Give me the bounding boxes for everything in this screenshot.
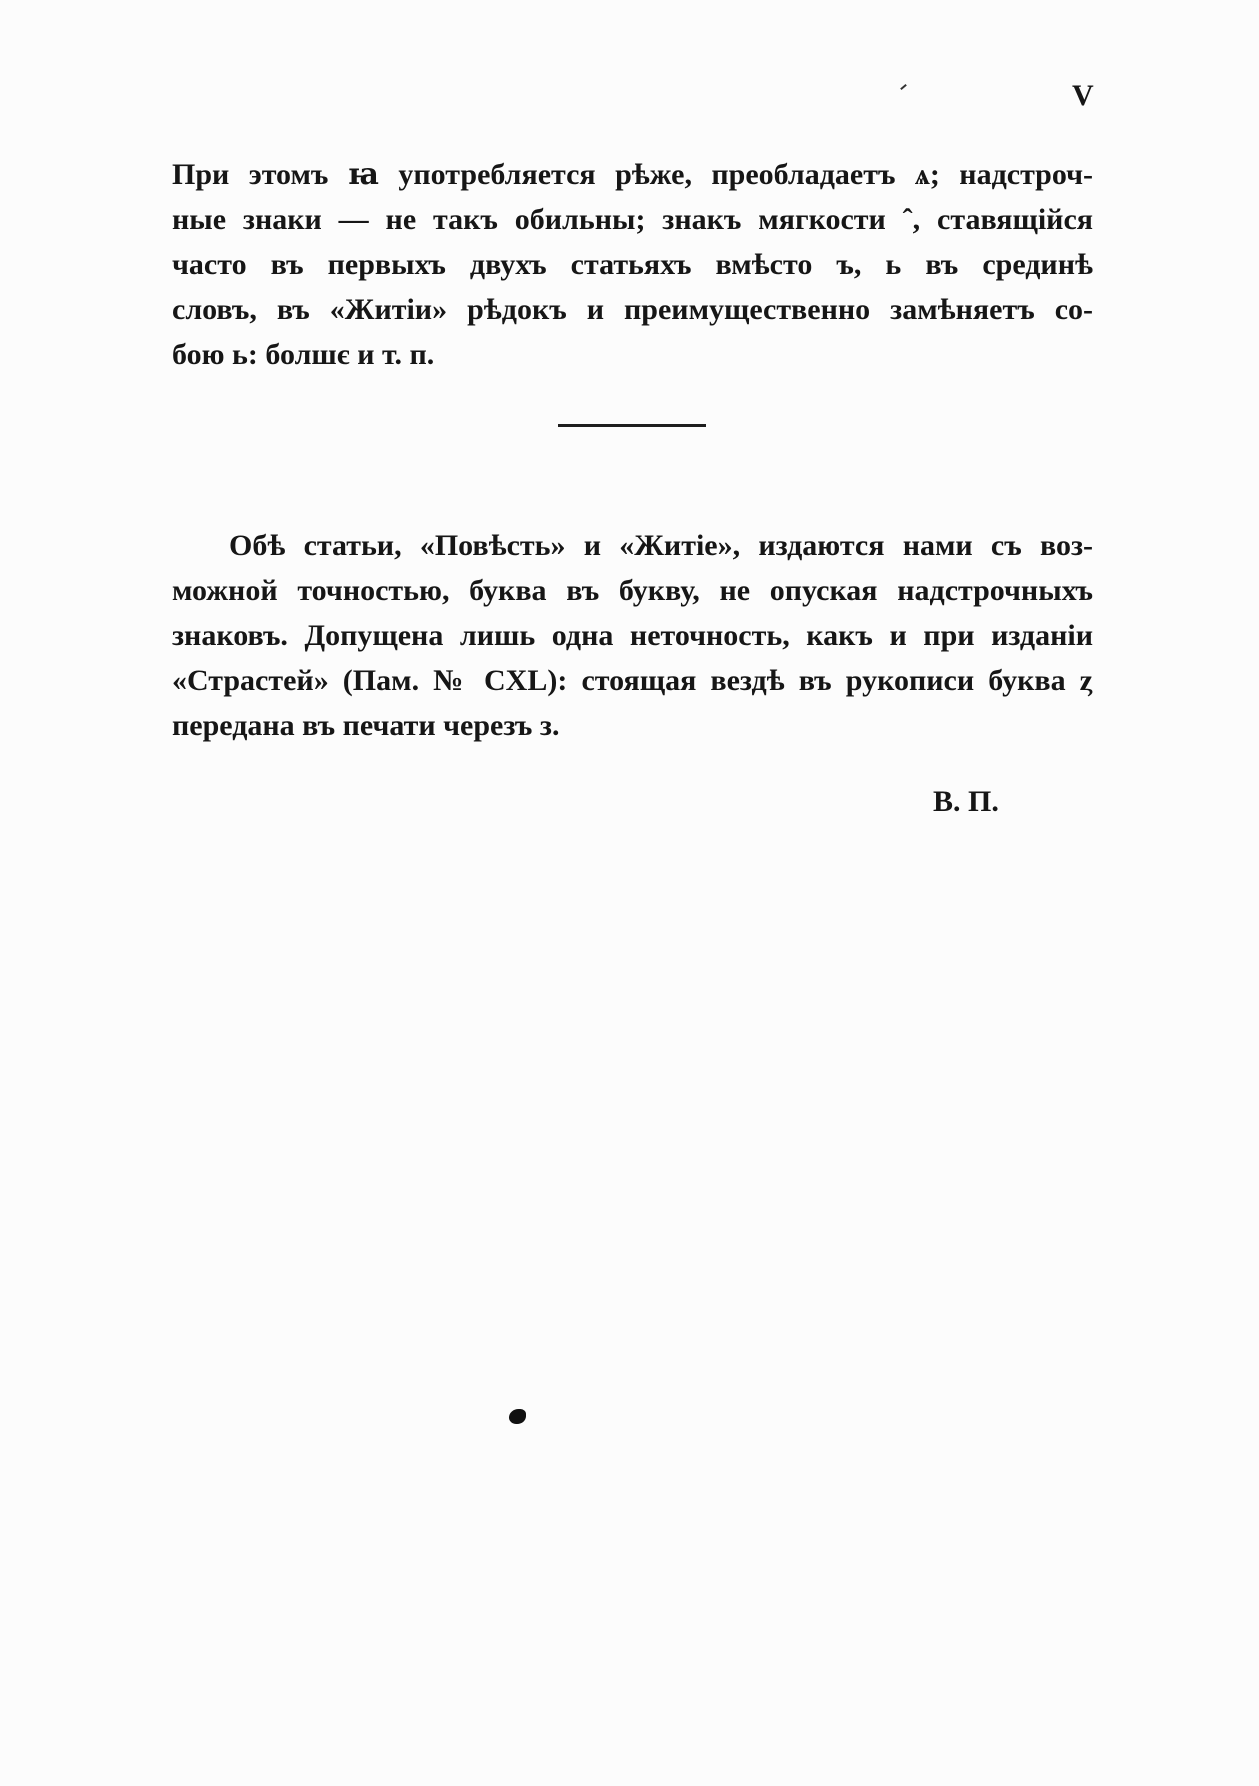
section-divider [558, 424, 706, 427]
paragraph-line: часто въ первыхъ двухъ статьяхъ вмѣсто ъ, ь въ срединѣ [172, 248, 1093, 281]
paragraph-line: знаковъ. Допущена лишь одна неточность, какъ и при изданіи [172, 619, 1093, 652]
paragraph-line: ные знаки — не такъ обильны; знакъ мягкости ˆ, ставящійся [172, 203, 1093, 236]
paragraph-edition-notes [172, 523, 1093, 748]
paragraph-line: словъ, въ «Житіи» рѣдокъ и преимущественно замѣняетъ со- [172, 293, 1093, 326]
author-signature: В. П. [933, 785, 999, 818]
ink-blot [509, 1409, 526, 1424]
paragraph-line: передана въ печати черезъ з. [172, 709, 560, 742]
page-number: V [1072, 79, 1094, 112]
paragraph-line: можной точностью, буква въ букву, не опуская надстрочныхъ [172, 574, 1093, 607]
paragraph-line: Обѣ статьи, «Повѣсть» и «Житіе», издаются нами съ воз- [229, 529, 1093, 562]
paragraph-line: «Страстей» (Пам. № CXL): стоящая вездѣ въ рукописи буква ȥ [172, 664, 1093, 697]
paragraph-orthography-notes [172, 152, 1093, 377]
paragraph-line: При этомъ ꙗ употребляется рѣже, преобладаетъ ѧ; надстроч- [172, 158, 1093, 191]
scan-mark [900, 84, 907, 90]
paragraph-line: бою ь: болшє и т. п. [172, 338, 435, 371]
